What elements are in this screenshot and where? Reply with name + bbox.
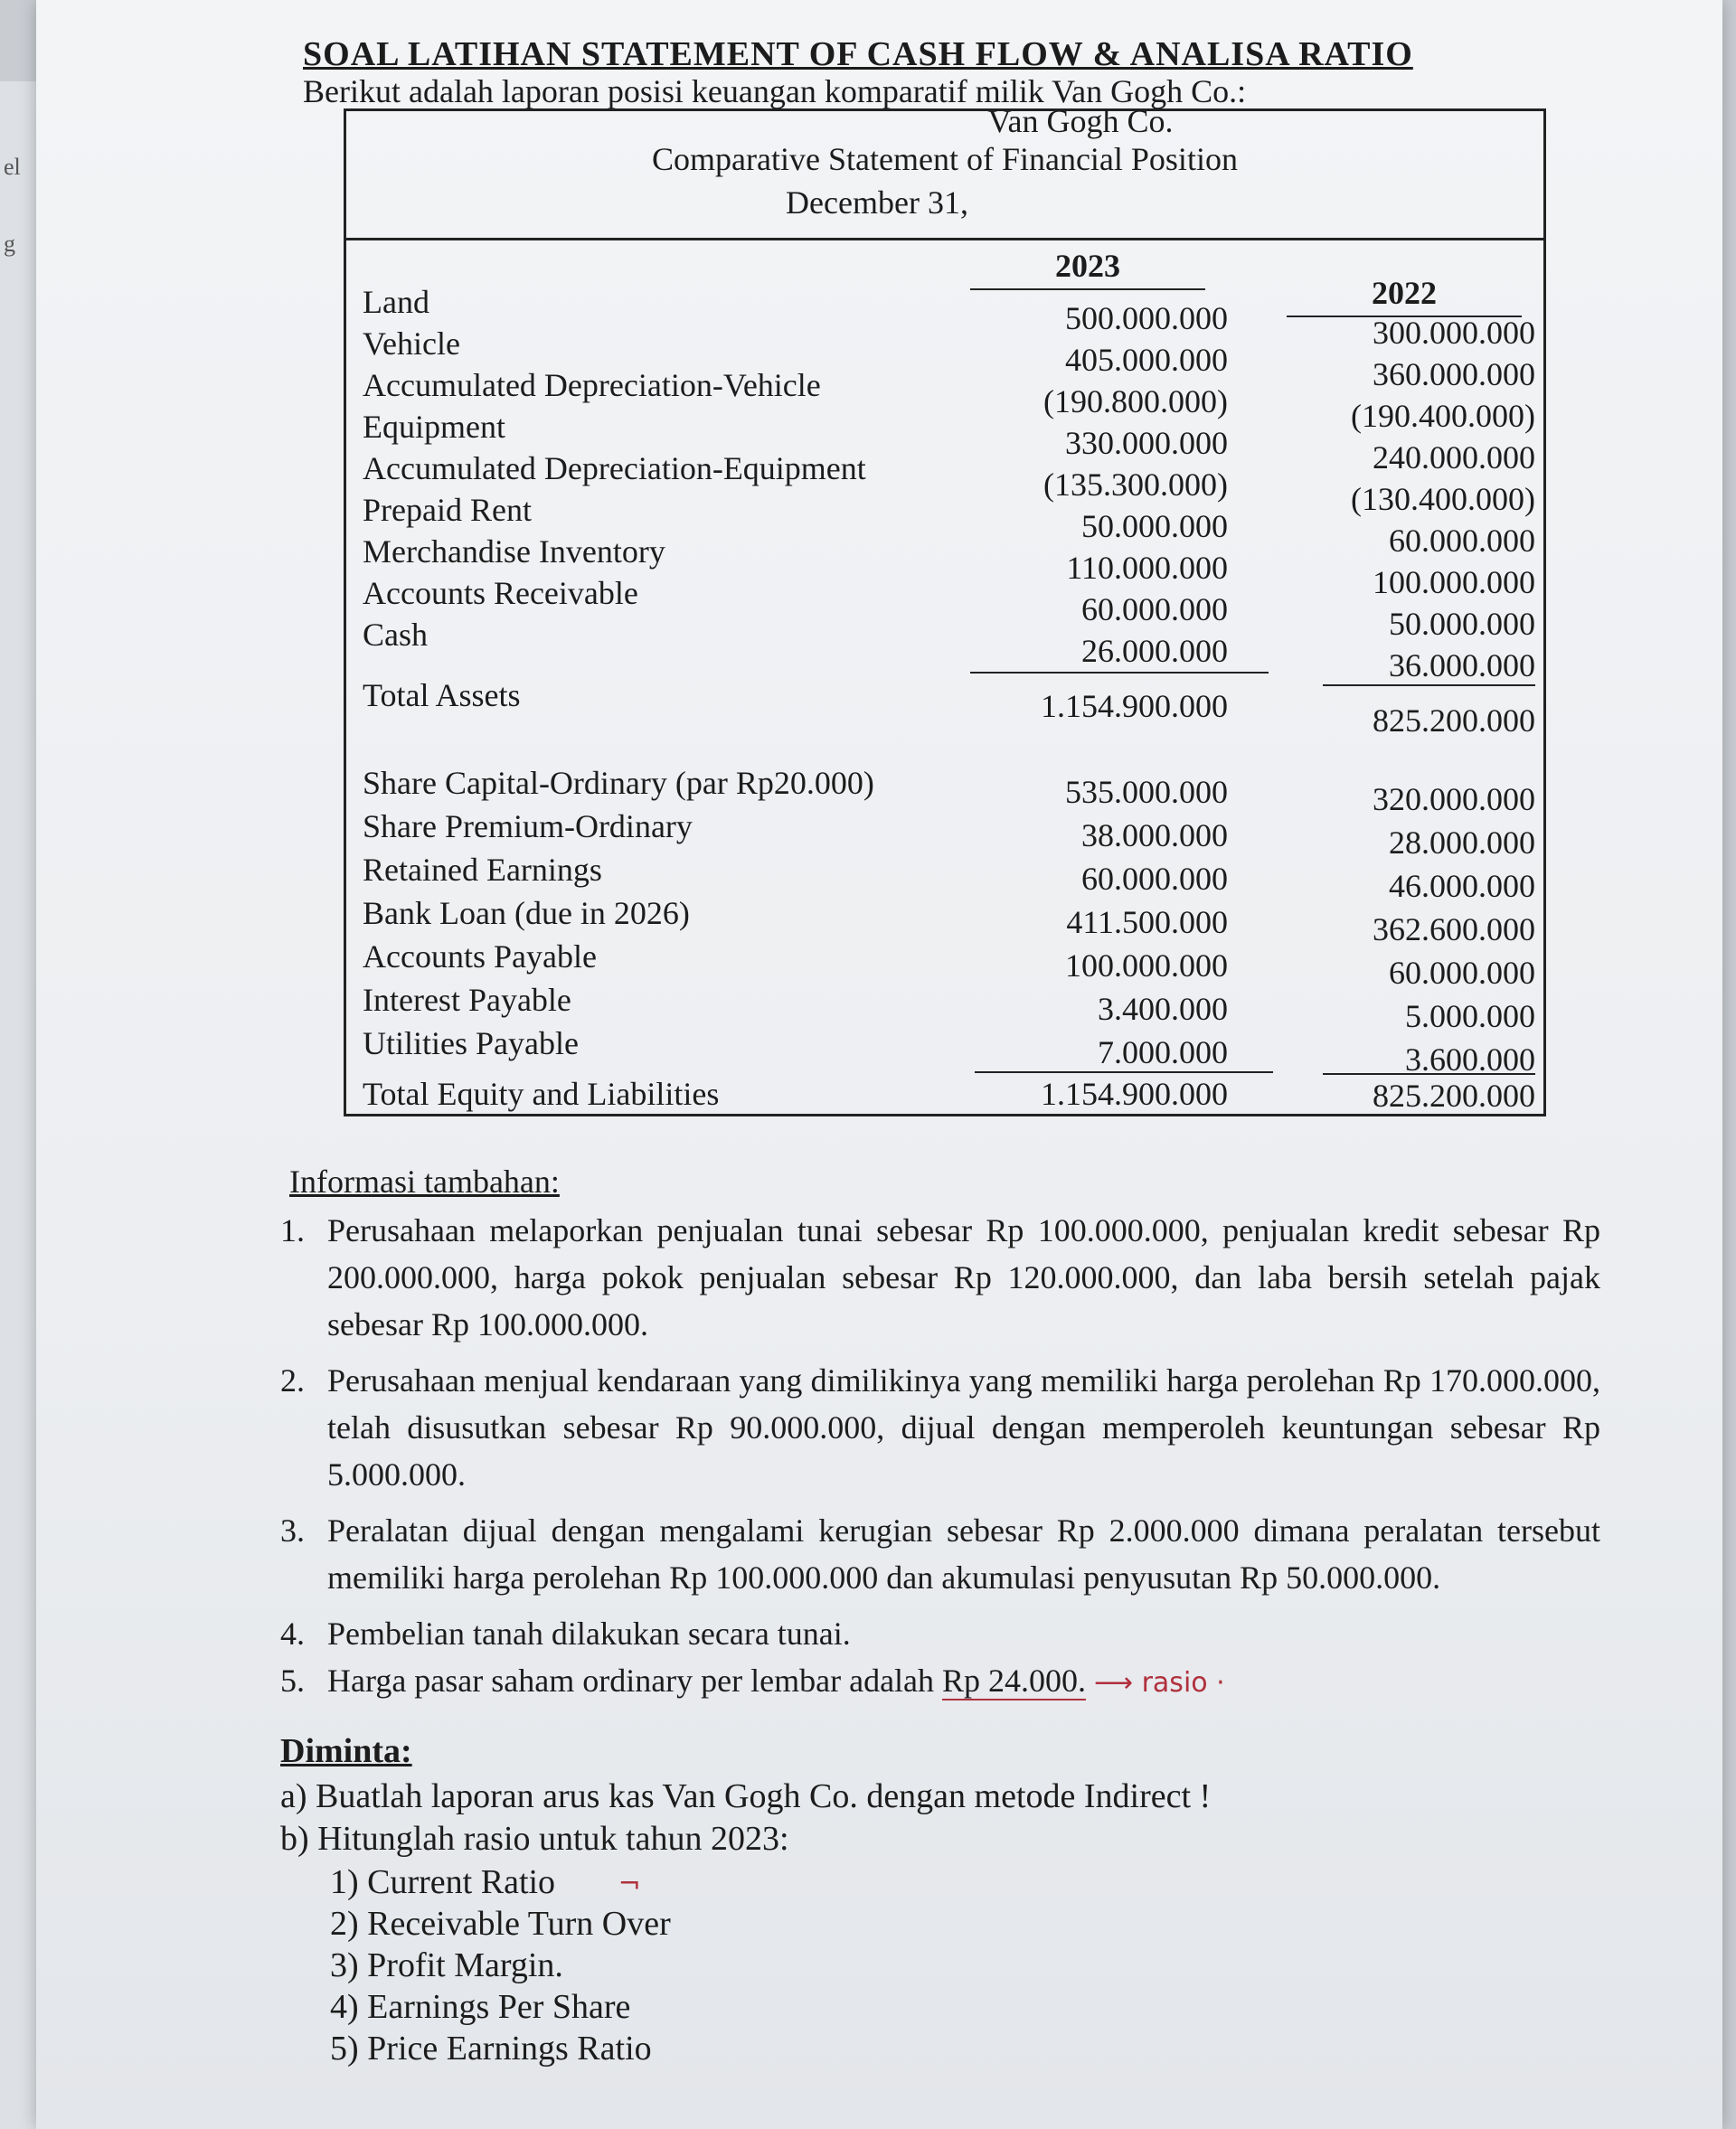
- list-number: 1.: [280, 1212, 305, 1248]
- list-text: Peralatan dijual dengan mengalami kerugian sebesar Rp 2.000.000 dimana peralatan tersebut memiliki harga perolehan Rp 100.000.000 dan akumulasi penyusutan Rp 50.000.000.: [327, 1512, 1600, 1596]
- adjacent-sheet-edge: [0, 81, 36, 2129]
- value-2023: (190.800.000): [1043, 383, 1228, 419]
- value-2023: 411.500.000: [1066, 904, 1228, 940]
- value-2023: 38.000.000: [1081, 817, 1228, 853]
- total-equity-liabilities-row: [346, 1075, 1543, 1116]
- statement-date: December 31,: [786, 184, 968, 221]
- edge-mark: el: [4, 154, 21, 180]
- table-row: [346, 937, 1543, 991]
- handwritten-checkmark: ¬: [618, 1869, 641, 1900]
- row-label: Equipment: [363, 409, 505, 445]
- row-label: Share Capital-Ordinary (par Rp20.000): [363, 765, 874, 801]
- ratio-item: 2) Receivable Turn Over: [330, 1905, 671, 1943]
- row-label: Accounts Payable: [363, 938, 597, 975]
- value-2023: 60.000.000: [1081, 591, 1228, 627]
- statement-header: [346, 103, 1543, 240]
- value-2023: 405.000.000: [1065, 342, 1228, 378]
- financial-statement-table: [344, 103, 1546, 1116]
- value-2022: 50.000.000: [1389, 606, 1535, 642]
- ratio-item: 5) Price Earnings Ratio: [330, 2030, 652, 2068]
- list-item: [280, 1507, 1600, 1601]
- requirement-b: b) Hitunglah rasio untuk tahun 2023:: [280, 1820, 789, 1858]
- value-2022: (130.400.000): [1351, 481, 1535, 517]
- edge-mark: g: [4, 231, 15, 257]
- value-2022: 300.000.000: [1373, 315, 1535, 351]
- ratio-label: 1) Current Ratio: [330, 1863, 556, 1901]
- value-2022: 36.000.000: [1389, 647, 1535, 683]
- row-label: Cash: [363, 617, 428, 653]
- value-2023: 500.000.000: [1065, 300, 1228, 336]
- value-2023: 1.154.900.000: [1041, 688, 1228, 724]
- ratio-item: [330, 1862, 641, 1902]
- value-2022: 5.000.000: [1405, 998, 1535, 1034]
- table-row: [346, 1024, 1543, 1078]
- list-text: Perusahaan melaporkan penjualan tunai sebesar Rp 100.000.000, penjualan kredit sebesar Rp 200.000.000, harga pokok penjualan sebesar Rp 120.000.000, dan laba bersih setelah pajak sebesar Rp 100.000.000.: [327, 1212, 1600, 1342]
- row-label: Bank Loan (due in 2026): [363, 895, 690, 931]
- table-row: [346, 807, 1543, 861]
- value-2022: 360.000.000: [1373, 356, 1535, 392]
- value-2022: 28.000.000: [1389, 824, 1535, 861]
- subtotal-rule: [975, 1071, 1273, 1073]
- list-item: [280, 1207, 1600, 1348]
- company-name: Van Gogh Co.: [987, 103, 1174, 139]
- value-2022: 60.000.000: [1389, 955, 1535, 991]
- row-label: Retained Earnings: [363, 852, 602, 888]
- table-row: [346, 894, 1543, 947]
- table-row: [346, 981, 1543, 1034]
- row-label: Utilities Payable: [363, 1025, 579, 1061]
- row-label: Accumulated Depreciation-Vehicle: [363, 367, 821, 403]
- column-header-2023: 2023: [970, 247, 1205, 290]
- value-2023: 100.000.000: [1065, 947, 1228, 984]
- ratio-item: 3) Profit Margin.: [330, 1946, 563, 1984]
- value-2022: 825.200.000: [1373, 1078, 1535, 1114]
- row-label: Interest Payable: [363, 982, 571, 1018]
- value-2023: 26.000.000: [1081, 633, 1228, 669]
- requirement-a: a) Buatlah laporan arus kas Van Gogh Co. dengan metode Indirect !: [280, 1777, 1212, 1815]
- list-number: 5.: [280, 1663, 305, 1699]
- row-label: Vehicle: [363, 325, 460, 362]
- intro-text: Berikut adalah laporan posisi keuangan komparatif milik Van Gogh Co.:: [303, 73, 1247, 109]
- value-2023: (135.300.000): [1043, 466, 1228, 503]
- value-2022: 825.200.000: [1373, 702, 1535, 739]
- total-assets-row: [346, 676, 1543, 739]
- list-text-main: Harga pasar saham ordinary per lembar adalah: [327, 1663, 943, 1699]
- row-label: Share Premium-Ordinary: [363, 808, 693, 844]
- value-2022: 100.000.000: [1373, 564, 1535, 600]
- value-2022: 240.000.000: [1373, 439, 1535, 476]
- handwritten-annotation: ⟶ rasio ·: [1094, 1667, 1225, 1699]
- additional-info-title: Informasi tambahan:: [289, 1163, 560, 1200]
- ratio-item: 4) Earnings Per Share: [330, 1988, 631, 2026]
- requirements-title: Diminta:: [280, 1732, 412, 1770]
- row-label: Total Assets: [363, 677, 521, 713]
- list-text: Pembelian tanah dilakukan secara tunai.: [327, 1616, 851, 1652]
- list-number: 2.: [280, 1362, 305, 1399]
- value-2022: 60.000.000: [1389, 523, 1535, 559]
- subtotal-rule: [970, 672, 1269, 674]
- row-label: Merchandise Inventory: [363, 533, 665, 570]
- list-text: Perusahaan menjual kendaraan yang dimilikinya yang memiliki harga perolehan Rp 170.000.000, telah disusutkan sebesar Rp 90.000.000, dijual dengan memperoleh keuntungan sebesar Rp 5.000.000.: [327, 1362, 1600, 1493]
- row-label: Land: [363, 284, 429, 320]
- value-2023: 1.154.900.000: [1041, 1076, 1228, 1112]
- value-2022: 320.000.000: [1373, 781, 1535, 817]
- value-2022: 362.600.000: [1373, 911, 1535, 947]
- highlighted-price: Rp 24.000.: [942, 1663, 1087, 1699]
- list-item: [280, 1610, 1600, 1657]
- statement-name: Comparative Statement of Financial Position: [652, 141, 1238, 177]
- row-label: Accumulated Depreciation-Equipment: [363, 450, 866, 486]
- list-item: [280, 1357, 1600, 1498]
- row-label: Total Equity and Liabilities: [363, 1076, 720, 1112]
- value-2023: 50.000.000: [1081, 508, 1228, 544]
- list-text: [327, 1657, 1225, 1707]
- value-2022: 46.000.000: [1389, 868, 1535, 904]
- table-row: [346, 764, 1543, 817]
- value-2022: (190.400.000): [1351, 398, 1535, 434]
- list-item: [280, 1657, 1600, 1707]
- row-label: Accounts Receivable: [363, 575, 638, 611]
- column-header-2022: 2022: [1287, 274, 1522, 317]
- table-row: [346, 616, 1543, 683]
- list-number: 4.: [280, 1616, 305, 1652]
- additional-info-list: [280, 1207, 1600, 1707]
- table-row: [346, 851, 1543, 904]
- value-2023: 110.000.000: [1066, 550, 1228, 586]
- value-2022: 3.600.000: [1405, 1041, 1535, 1078]
- value-2023: 330.000.000: [1065, 425, 1228, 461]
- value-2023: 60.000.000: [1081, 861, 1228, 897]
- list-number: 3.: [280, 1512, 305, 1549]
- value-2023: 7.000.000: [1098, 1034, 1228, 1070]
- value-2023: 535.000.000: [1065, 774, 1228, 810]
- page-title: SOAL LATIHAN STATEMENT OF CASH FLOW & ANALISA RATIO: [303, 35, 1413, 73]
- value-2023: 3.400.000: [1098, 991, 1228, 1027]
- row-label: Prepaid Rent: [363, 492, 532, 528]
